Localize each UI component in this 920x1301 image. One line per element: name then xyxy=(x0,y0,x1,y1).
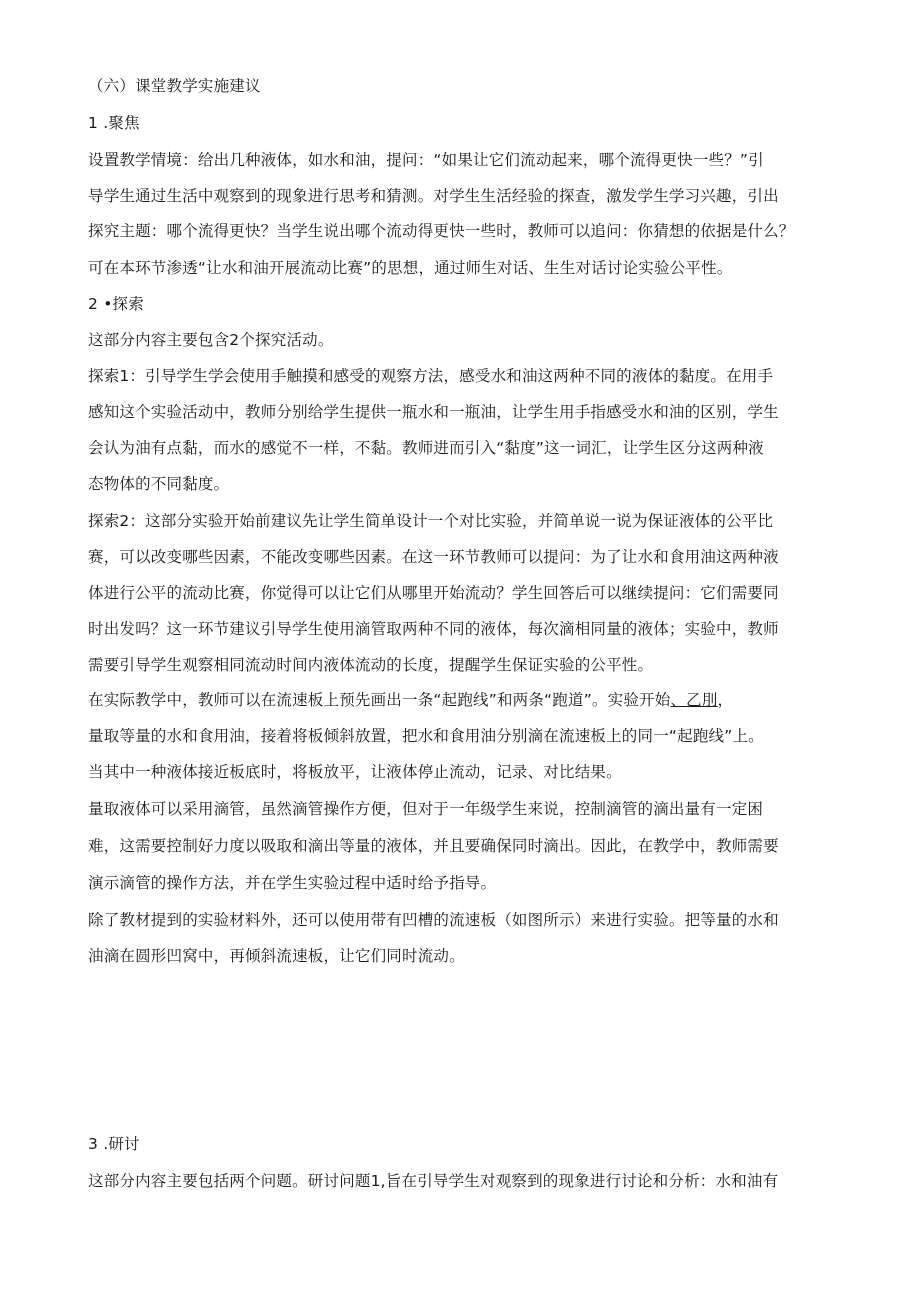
paragraph-line: 设置教学情境：给出几种液体，如水和油，提问：“如果让它们流动起来，哪个流得更快一些？”引 xyxy=(88,151,764,169)
paragraph-line: 演示滴管的操作方法，并在学生实验过程中适时给予指导。 xyxy=(88,874,497,892)
paragraph-line: 导学生通过生活中观察到的现象进行思考和猜测。对学生生活经验的探查，激发学生学习兴趣，引出 xyxy=(88,187,779,205)
practice-text: ， xyxy=(717,691,734,709)
paragraph-line: 可在本环节渗透“让水和油开展流动比赛”的思想，通过师生对话、生生对话讨论实验公平性。 xyxy=(88,259,733,277)
section-title: （六）课堂教学实施建议 xyxy=(88,77,261,95)
paragraph-line: 赛，可以改变哪些因素，不能改变哪些因素。在这一环节教师可以提问：为了让水和食用油这两种液 xyxy=(88,548,779,566)
paragraph-line: 当其中一种液体接近板底时，将板放平，让液体停止流动，记录、对比结果。 xyxy=(88,763,622,781)
paragraph-line: 探索2：这部分实验开始前建议先让学生简单设计一个对比实验，并简单说一说为保证液体的公平比 xyxy=(88,512,774,530)
paragraph-line: 感知这个实验活动中，教师分别给学生提供一瓶水和一瓶油，让学生用手指感受水和油的区别，学生 xyxy=(88,403,779,421)
paragraph-line: 除了教材提到的实验材料外，还可以使用带有凹槽的流速板（如图所示）来进行实验。把等量的水和 xyxy=(88,911,779,929)
paragraph-line: 探究主题：哪个流得更快？当学生说出哪个流动得更快一些时，教师可以追问：你猜想的依据是什么？ xyxy=(88,222,795,240)
underlined-text: 、乙刖 xyxy=(670,691,718,709)
paragraph-line: 这部分内容主要包括两个问题。研讨问题1,旨在引导学生对观察到的现象进行讨论和分析：水和油有 xyxy=(88,1172,779,1190)
heading-focus: 1 .聚焦 xyxy=(88,114,140,132)
paragraph-line: 会认为油有点黏，而水的感觉不一样，不黏。教师进而引入“黏度”这一词汇，让学生区分这两种液 xyxy=(88,439,764,457)
paragraph-line: 态物体的不同黏度。 xyxy=(88,475,230,493)
heading-explore: 2 •探索 xyxy=(88,295,144,313)
paragraph-line: 探索1：引导学生学会使用手触摸和感受的观察方法，感受水和油这两种不同的液体的黏度。在用手 xyxy=(88,367,774,385)
paragraph-line: 时出发吗？这一环节建议引导学生使用滴管取两种不同的液体，每次滴相同量的液体；实验中，教师 xyxy=(88,620,779,638)
paragraph-line xyxy=(88,690,733,710)
paragraph-line: 油滴在圆形凹窝中，再倾斜流速板，让它们同时流动。 xyxy=(88,947,465,965)
paragraph-line: 体进行公平的流动比赛，你觉得可以让它们从哪里开始流动？学生回答后可以继续提问：它们需要同 xyxy=(88,584,779,602)
paragraph-line: 难，这需要控制好力度以吸取和滴出等量的液体，并且要确保同时滴出。因此，在教学中，教师需要 xyxy=(88,837,779,855)
paragraph-line: 这部分内容主要包含2个探究活动。 xyxy=(88,331,334,349)
paragraph-line: 量取液体可以采用滴管，虽然滴管操作方便，但对于一年级学生来说，控制滴管的滴出量有一定困 xyxy=(88,800,764,818)
practice-text: 在实际教学中，教师可以在流速板上预先画出一条“起跑线”和两条“跑道”。实验开始 xyxy=(88,691,671,709)
paragraph-line: 需要引导学生观察相同流动时间内液体流动的长度，提醒学生保证实验的公平性。 xyxy=(88,656,654,674)
paragraph-line: 量取等量的水和食用油，接着将板倾斜放置，把水和食用油分别滴在流速板上的同一“起跑线”上。 xyxy=(88,727,764,745)
heading-discuss: 3 .研讨 xyxy=(88,1135,140,1153)
